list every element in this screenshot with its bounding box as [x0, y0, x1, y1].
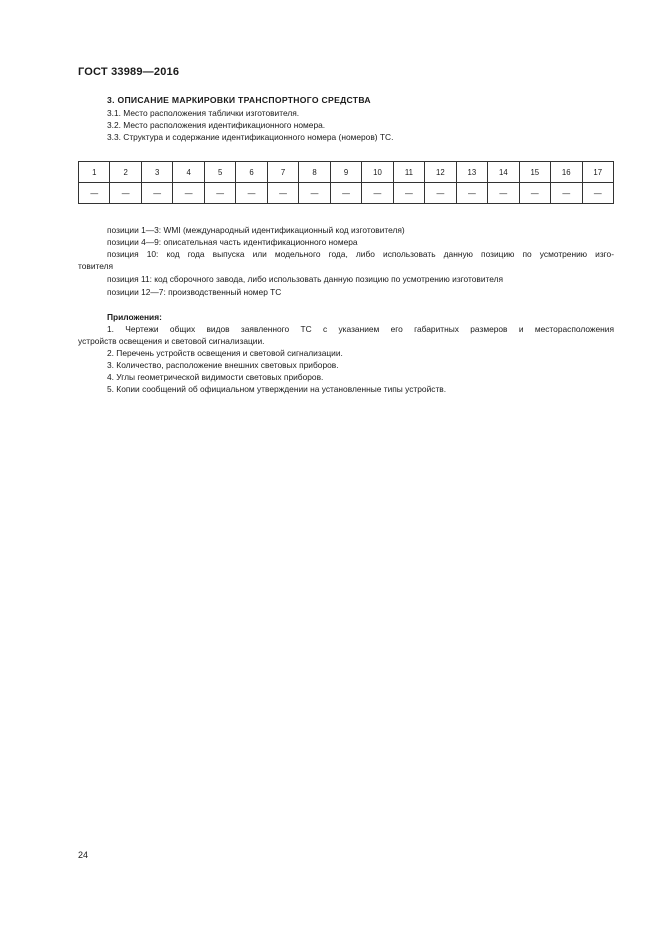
value-cell: — — [204, 183, 235, 204]
position-cell: 1 — [79, 162, 110, 183]
position-desc-11: позиция 11: код сборочного завода, либо использовать данную позицию по усмотрению изготовителя — [107, 274, 504, 284]
subsection-3-1: 3.1. Место расположения таблички изготовителя. — [107, 108, 300, 118]
value-cell: — — [173, 183, 204, 204]
value-cell: — — [519, 183, 550, 204]
position-desc-1-3: позиции 1—3: WMI (международный идентификационный код изготовителя) — [107, 225, 405, 235]
position-cell: 9 — [330, 162, 361, 183]
value-cell: — — [582, 183, 614, 204]
position-cell: 2 — [110, 162, 141, 183]
position-cell: 16 — [551, 162, 582, 183]
value-cell: — — [488, 183, 519, 204]
value-cell: — — [267, 183, 298, 204]
appendix-item-5: 5. Копии сообщений об официальном утверждении на установленные типы устройств. — [107, 384, 447, 394]
value-cell: — — [110, 183, 141, 204]
subsection-3-2: 3.2. Место расположения идентификационного номера. — [107, 120, 326, 130]
appendix-item-2: 2. Перечень устройств освещения и световой сигнализации. — [107, 348, 343, 358]
value-cell: — — [141, 183, 172, 204]
subsection-3-3: 3.3. Структура и содержание идентификационного номера (номеров) ТС. — [107, 132, 394, 142]
position-cell: 5 — [204, 162, 235, 183]
position-cell: 7 — [267, 162, 298, 183]
value-cell: — — [79, 183, 110, 204]
position-cell: 15 — [519, 162, 550, 183]
position-cell: 13 — [456, 162, 487, 183]
position-cell: 11 — [393, 162, 424, 183]
position-cell: 12 — [425, 162, 456, 183]
appendix-title: Приложения: — [107, 312, 162, 322]
position-cell: 10 — [362, 162, 393, 183]
appendix-item-1: 1. Чертежи общих видов заявленного ТС с указанием его габаритных размеров и месторасположения — [107, 324, 614, 334]
position-cell: 14 — [488, 162, 519, 183]
position-cell: 4 — [173, 162, 204, 183]
position-cell: 8 — [299, 162, 330, 183]
appendix-item-1-cont: устройств освещения и световой сигнализации. — [78, 336, 265, 346]
value-cell: — — [551, 183, 582, 204]
value-cell: — — [362, 183, 393, 204]
position-number-row — [79, 162, 614, 183]
appendix-item-4: 4. Углы геометрической видимости световых приборов. — [107, 372, 324, 382]
document-header: ГОСТ 33989—2016 — [78, 66, 180, 78]
position-desc-12-17: позиции 12—7: производственный номер ТС — [107, 287, 282, 297]
position-cell: 3 — [141, 162, 172, 183]
position-desc-10: позиция 10: код года выпуска или модельного года, либо использовать данную позицию по усмотрению изго- — [107, 249, 614, 259]
position-value-row — [79, 183, 614, 204]
position-desc-10-cont: товителя — [78, 261, 114, 271]
position-cell: 6 — [236, 162, 267, 183]
section-title: 3. ОПИСАНИЕ МАРКИРОВКИ ТРАНСПОРТНОГО СРЕДСТВА — [107, 95, 371, 105]
position-desc-4-9: позиции 4—9: описательная часть идентификационного номера — [107, 237, 358, 247]
value-cell: — — [425, 183, 456, 204]
value-cell: — — [330, 183, 361, 204]
page-number: 24 — [78, 850, 89, 860]
vin-position-table — [78, 161, 614, 204]
value-cell: — — [236, 183, 267, 204]
value-cell: — — [299, 183, 330, 204]
value-cell: — — [393, 183, 424, 204]
appendix-item-3: 3. Количество, расположение внешних световых приборов. — [107, 360, 339, 370]
value-cell: — — [456, 183, 487, 204]
position-cell: 17 — [582, 162, 614, 183]
